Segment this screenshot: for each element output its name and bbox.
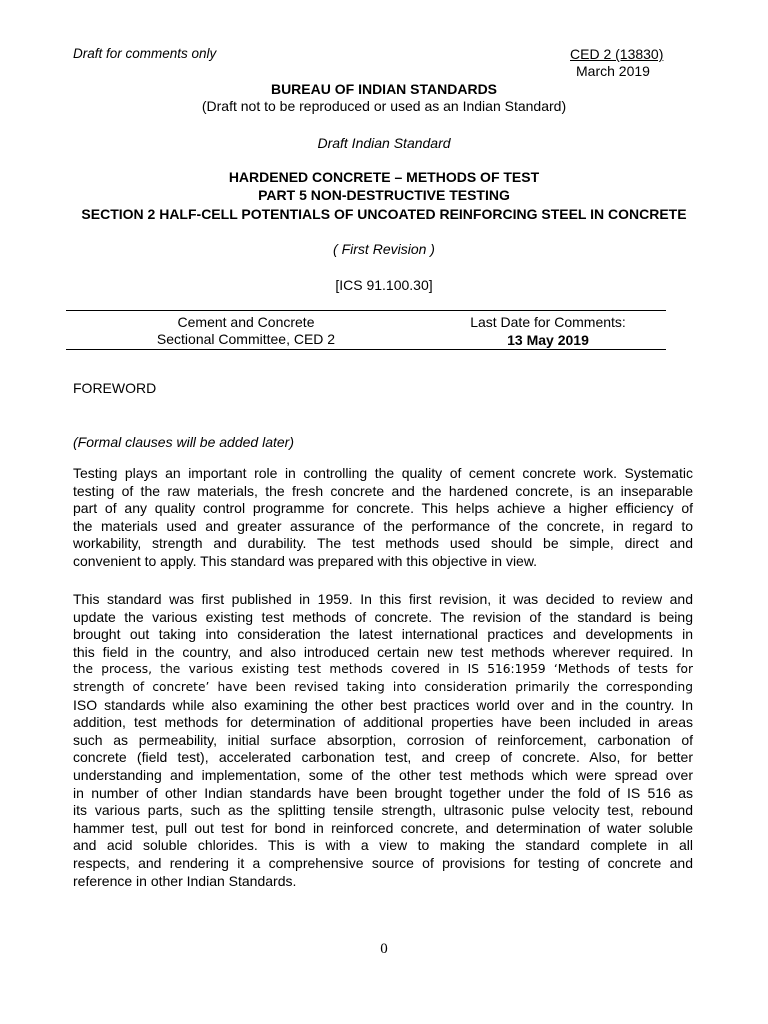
foreword-paragraph-2 xyxy=(73,591,693,890)
paragraph-2-line: such as permeability, initial surface absorption, corrosion of reinforcement, carbonation of xyxy=(73,731,693,748)
paragraph-2-line: this field in the country, and also introduced certain new test methods wherever required. In xyxy=(73,643,693,660)
paragraph-2-line: ISO standards while also examining the other best practices world over and in the country. In xyxy=(73,696,693,713)
paragraph-2-line: in number of other Indian standards have been brought together under the fold of IS 516 as xyxy=(73,784,693,801)
draft-disclaimer: (Draft not to be reproduced or used as an Indian Standard) xyxy=(201,98,567,114)
paragraph-1-line: the materials used and greater assurance of the performance of the concrete, in regard to xyxy=(73,517,693,534)
paragraph-2-line: brought out taking into consideration the latest international practices and developments in xyxy=(73,626,693,643)
committee-top-rule xyxy=(66,310,666,311)
paragraph-2-line: update the various existing test methods of concrete. The revision of the standard is being xyxy=(73,608,693,625)
paragraph-2-line: reference in other Indian Standards. xyxy=(73,872,297,889)
foreword-heading: FOREWORD xyxy=(73,380,157,396)
paragraph-2-line: This standard was first published in 1959. In this first revision, it was decided to review and xyxy=(73,591,693,607)
paragraph-1-line: part of any quality control programme for concrete. This helps achieve a higher efficiency of xyxy=(73,500,693,517)
draft-note: Draft for comments only xyxy=(73,46,217,61)
paragraph-2-line: and acid soluble chlorides. This is with a view to making the standard complete in all xyxy=(73,837,693,854)
title-line-3: SECTION 2 HALF-CELL POTENTIALS OF UNCOATED REINFORCING STEEL IN CONCRETE xyxy=(81,206,687,222)
paragraph-1-line: Testing plays an important role in controlling the quality of cement concrete work. Systematic xyxy=(73,465,693,481)
last-date-label: Last Date for Comments: xyxy=(470,314,626,330)
page-number: 0 xyxy=(380,941,388,957)
paragraph-2-line: respects, and rendering it a comprehensive source of provisions for testing of concrete and xyxy=(73,854,693,871)
bureau-name: BUREAU OF INDIAN STANDARDS xyxy=(270,81,498,97)
title-line-2: PART 5 NON-DESTRUCTIVE TESTING xyxy=(258,187,510,203)
paragraph-2-line: hammer test, pull out test for bond in reinforced concrete, and determination of water soluble xyxy=(73,819,693,836)
document-code: CED 2 (13830) xyxy=(570,46,664,62)
paragraph-2-line: concrete (field test), accelerated carbonation test, and creep of concrete. Also, for better xyxy=(73,749,693,766)
committee-bottom-rule xyxy=(66,349,666,350)
committee-name-line-2: Sectional Committee, CED 2 xyxy=(156,331,336,347)
paragraph-2-line: addition, test methods for determination of additional properties have been included in areas xyxy=(73,714,693,731)
revision-note: ( First Revision ) xyxy=(333,241,435,257)
last-date-value: 13 May 2019 xyxy=(507,332,589,348)
paragraph-1-line: convenient to apply. This standard was prepared with this objective in view. xyxy=(73,552,538,569)
paragraph-2-line: strength of concrete’ have been revised taking into consideration primarily the corresponding xyxy=(73,679,693,694)
document-date: March 2019 xyxy=(576,63,650,79)
foreword-paragraph-1 xyxy=(73,465,693,571)
paragraph-1-line: testing of the raw materials, the fresh concrete and the hardened concrete, is an inseparable xyxy=(73,482,693,499)
committee-name-line-1: Cement and Concrete xyxy=(177,314,315,330)
paragraph-2-line: its various parts, such as the splitting tensile strength, ultrasonic pulse velocity test, rebound xyxy=(73,802,693,819)
paragraph-2-line: the process, the various existing test methods covered in IS 516:1959 ‘Methods of tests for xyxy=(73,662,693,677)
ics-code: [ICS 91.100.30] xyxy=(335,277,433,293)
paragraph-2-line: understanding and implementation, some of the other test methods which were spread over xyxy=(73,766,693,783)
formal-clauses-note: (Formal clauses will be added later) xyxy=(73,434,294,450)
title-line-1: HARDENED CONCRETE – METHODS OF TEST xyxy=(228,169,540,185)
draft-type: Draft Indian Standard xyxy=(317,135,451,151)
paragraph-1-line: workability, strength and durability. The test methods used should be simple, direct and xyxy=(73,535,693,552)
